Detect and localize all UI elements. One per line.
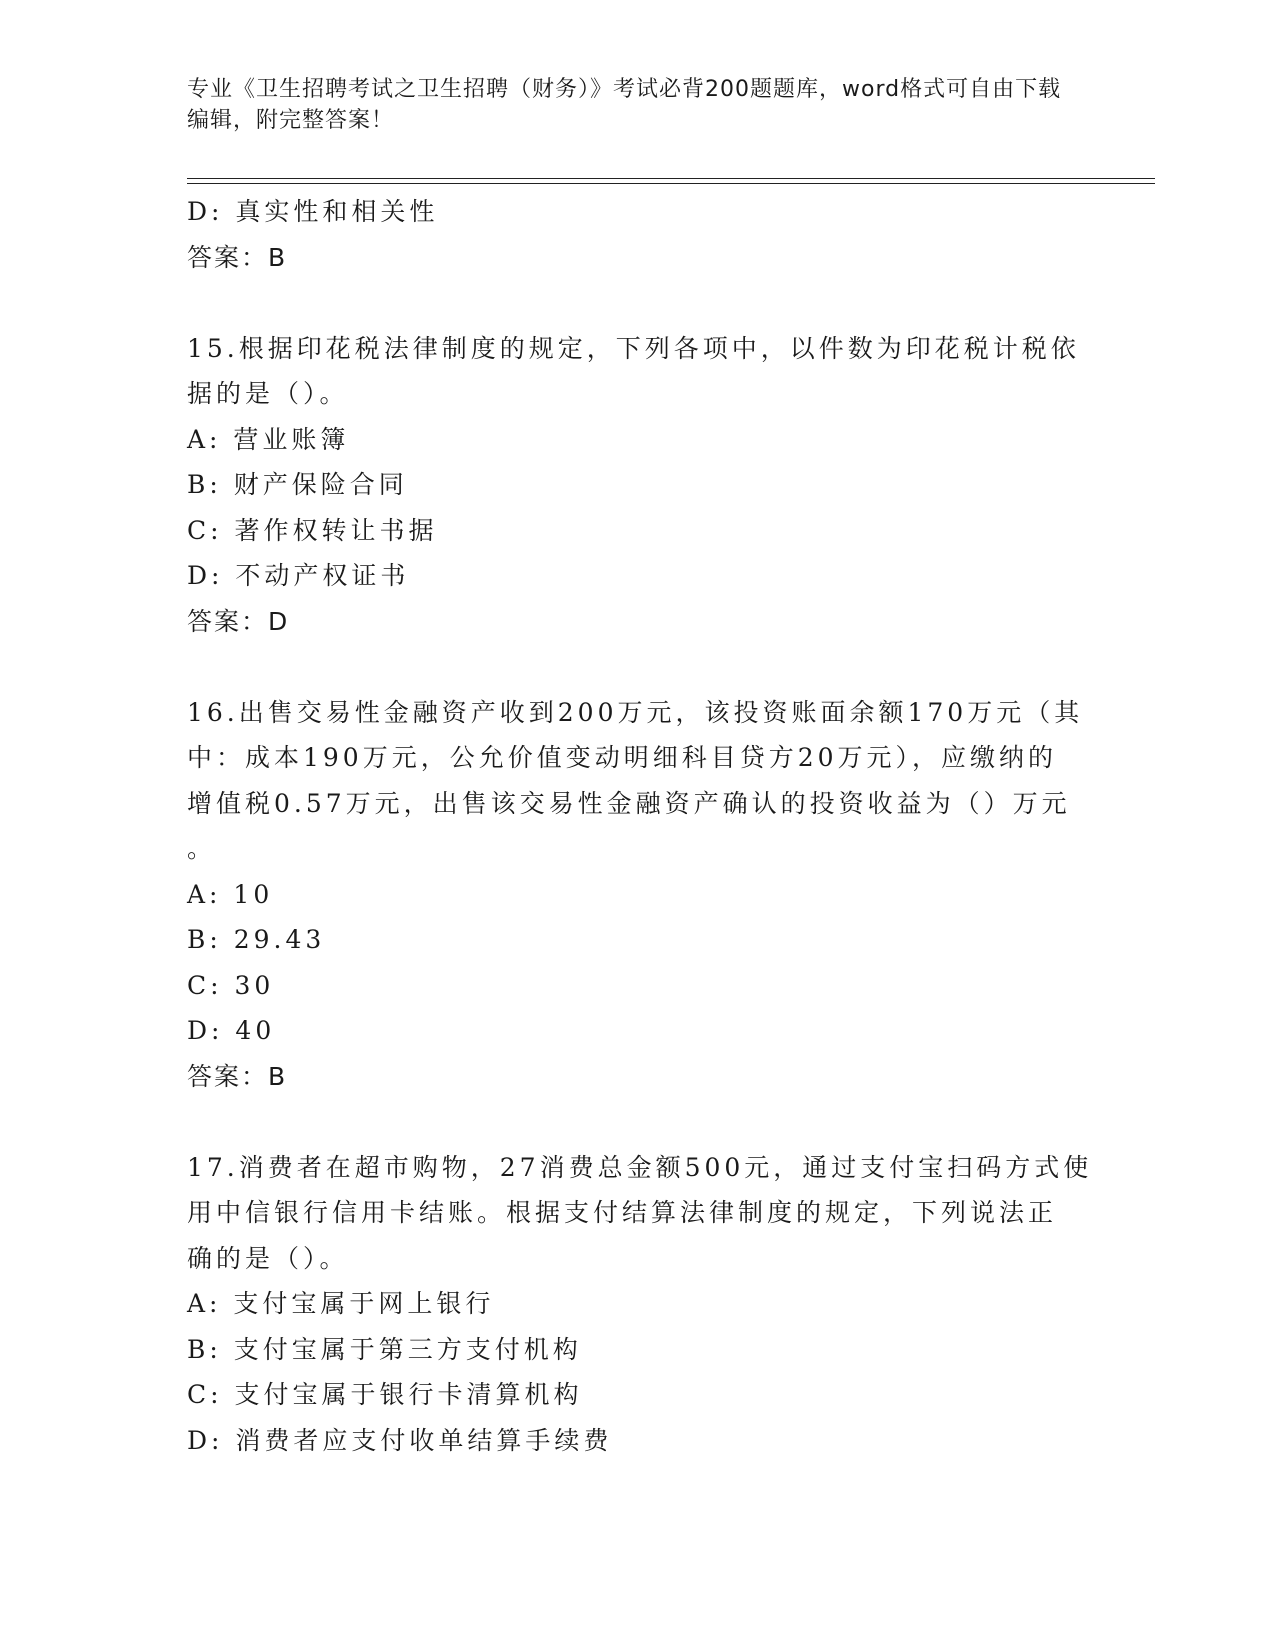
option-b: B: 支付宝属于第三方支付机构 bbox=[187, 1334, 582, 1364]
question-stem-line: 15.根据印花税法律制度的规定，下列各项中，以件数为印花税计税依 bbox=[187, 333, 1080, 363]
answer-line: 答案：B bbox=[187, 1061, 288, 1091]
option-d: D: 真实性和相关性 bbox=[187, 197, 439, 226]
option-a: A: 支付宝属于网上银行 bbox=[187, 1289, 495, 1318]
option-a: A: 10 bbox=[187, 879, 274, 909]
option-c: C: 30 bbox=[187, 970, 275, 1000]
document-header: 专业《卫生招聘考试之卫生招聘（财务）》考试必背200题题库，word格式可自由下载编辑，附完整答案！ bbox=[187, 77, 1062, 133]
question-stem-line: 增值税0.57万元，出售该交易性金融资产确认的投资收益为（）万元 bbox=[187, 788, 1071, 818]
option-c: C: 著作权转让书据 bbox=[187, 515, 438, 545]
question-stem-line: 中：成本190万元，公允价值变动明细科目贷方20万元），应缴纳的 bbox=[187, 743, 1058, 772]
question-stem-line: 确的是（）。 bbox=[187, 1243, 349, 1273]
question-block bbox=[187, 189, 1087, 280]
answer-line: 答案：B bbox=[187, 242, 288, 272]
option-a: A: 营业账簿 bbox=[187, 424, 350, 454]
option-c: C: 支付宝属于银行卡清算机构 bbox=[187, 1380, 583, 1409]
option-b: B: 财产保险合同 bbox=[187, 470, 408, 499]
answer-line: 答案：D bbox=[187, 606, 290, 636]
header-rule-bottom bbox=[187, 183, 1155, 184]
question-stem-line: 。 bbox=[187, 834, 217, 863]
header-rule-top bbox=[187, 178, 1155, 179]
question-stem-line: 16.出售交易性金融资产收到200万元，该投资账面余额170万元（其 bbox=[187, 697, 1084, 727]
question-block bbox=[187, 1145, 1093, 1464]
question-block bbox=[187, 326, 1087, 645]
option-d: D: 不动产权证书 bbox=[187, 561, 410, 590]
option-d: D: 消费者应支付收单结算手续费 bbox=[187, 1425, 613, 1455]
question-list bbox=[187, 189, 1093, 1463]
option-b: B: 29.43 bbox=[187, 925, 326, 954]
question-stem-line: 17.消费者在超市购物，27消费总金额500元，通过支付宝扫码方式使 bbox=[187, 1152, 1093, 1182]
question-stem-line: 用中信银行信用卡结账。根据支付结算法律制度的规定，下列说法正 bbox=[187, 1198, 1058, 1227]
question-block bbox=[187, 690, 1087, 1100]
question-stem-line: 据的是（）。 bbox=[187, 379, 349, 408]
option-d: D: 40 bbox=[187, 1016, 276, 1045]
